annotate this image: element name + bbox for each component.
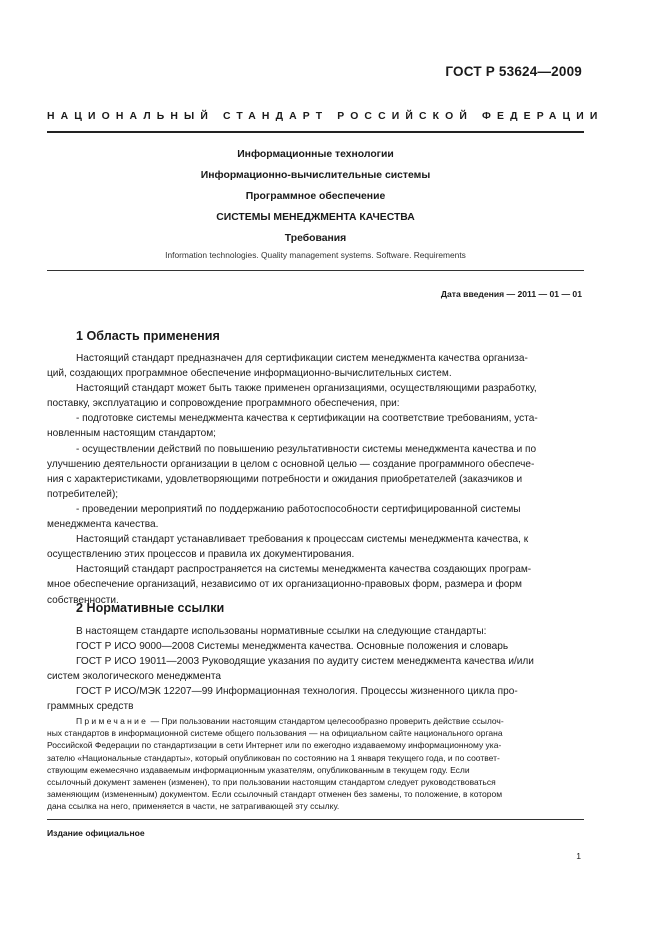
bottom-rule <box>47 819 584 820</box>
title-line-2: Информационно-вычислительные системы <box>200 170 431 181</box>
paragraph-line: ния с характеристиками, удовлетворяющими потребности и ожидания приобретателей (заказчиков и <box>47 473 523 485</box>
reference-line: ГОСТ Р ИСО 9000—2008 Системы менеджмента качества. Основные положения и словарь <box>76 641 509 653</box>
paragraph-line: улучшению деятельности организации в целом с основной целью — создание программного обеспече- <box>47 458 535 470</box>
paragraph-line: Настоящий стандарт предназначен для сертификации систем менеджмента качества организа- <box>76 353 528 364</box>
note-line: дана ссылка на него, применяется в части, не затрагивающей эту ссылку. <box>47 801 340 812</box>
note-line <box>47 715 584 727</box>
note-line: ных стандартов в информационной системе общего пользования — на официальном сайте национального органа <box>47 728 503 739</box>
paragraph-line: осуществлению этих процессов и правила их документирования. <box>47 549 355 561</box>
paragraph-line: - осуществлении действий по повышению результативности системы менеджмента качества и по <box>76 443 537 455</box>
reference-line: ГОСТ Р ИСО 19011—2003 Руководящие указания по аудиту систем менеджмента качества и/или <box>76 656 534 668</box>
paragraph-line: собственности. <box>47 594 119 606</box>
note-line: заменяющим (измененным) документом. Если ссылочный стандарт отменен без замены, то положение, в котором <box>47 789 503 800</box>
title-main: СИСТЕМЫ МЕНЕДЖМЕНТА КАЧЕСТВА <box>216 212 415 223</box>
section-2-heading: 2 Нормативные ссылки <box>76 601 225 615</box>
title-line-5: Требования <box>284 233 347 244</box>
note-line: зателю «Национальные стандарты», который опубликован по состоянию на 1 января текущего года, и по соответ- <box>47 752 500 763</box>
reference-line: ГОСТ Р ИСО/МЭК 12207—99 Информационная технология. Процессы жизненного цикла про- <box>76 686 518 698</box>
paragraph-line: Настоящий стандарт распространяется на системы менеджмента качества создающих програм- <box>76 564 532 576</box>
middle-rule <box>47 270 584 271</box>
title-line-3: Программное обеспечение <box>245 191 386 202</box>
gost-code: ГОСТ Р 53624—2009 <box>445 64 582 79</box>
title-line-1: Информационные технологии <box>237 149 394 160</box>
title-block <box>47 144 584 249</box>
english-title: Information technologies. Quality management systems. Software. Requirements <box>165 250 466 260</box>
paragraph-line: ций, создающих программное обеспечение информационно-вычислительных систем. <box>47 368 452 380</box>
paragraph-line: мное обеспечение организаций, независимо от их организационно-правовых форм, размера и форм <box>47 579 522 591</box>
paragraph-line: В настоящем стандарте использованы нормативные ссылки на следующие стандарты: <box>76 626 487 637</box>
note-label: Примечание <box>76 716 149 726</box>
note-text: — При пользовании настоящим стандартом целесообразно проверить действие ссылоч- <box>148 716 504 726</box>
section-2-body <box>47 624 584 715</box>
note-line: ствующим ежемесячно издаваемым информационным указателям, опубликованным в текущем году. Если <box>47 764 470 775</box>
reference-line: систем экологического менеджмента <box>47 671 221 683</box>
national-standard-heading: НАЦИОНАЛЬНЫЙ СТАНДАРТ РОССИЙСКОЙ ФЕДЕРАЦИИ <box>47 111 604 122</box>
paragraph-line: поставку, эксплуатацию и сопровождение программного обеспечения, при: <box>47 398 400 410</box>
paragraph-line: Настоящий стандарт может быть также применен организациями, осуществляющими разработку, <box>76 383 537 395</box>
section-1-body <box>47 351 584 608</box>
top-rule <box>47 131 584 133</box>
paragraph-line: Настоящий стандарт устанавливает требования к процессам системы менеджмента качества, к <box>76 534 529 546</box>
note-block <box>47 715 584 813</box>
note-line: Российской Федерации по стандартизации в сети Интернет или по ежегодно издаваемому информационному ука- <box>47 740 502 751</box>
edition-label: Издание официальное <box>47 828 145 838</box>
paragraph-line: - проведении мероприятий по поддержанию работоспособности сертифицированной системы <box>76 503 521 515</box>
section-1-heading: 1 Область применения <box>76 329 220 343</box>
reference-line: граммных средств <box>47 701 134 713</box>
paragraph-line: потребителей); <box>47 488 119 500</box>
paragraph-line: менеджмента качества. <box>47 519 159 531</box>
page-number: 1 <box>576 851 581 861</box>
introduction-date: Дата введения — 2011 — 01 — 01 <box>440 289 582 299</box>
note-line: ссылочный документ заменен (изменен), то при пользовании настоящим стандартом следует руководствоваться <box>47 776 496 787</box>
paragraph-line: новленным настоящим стандартом; <box>47 428 216 440</box>
paragraph-line: - подготовке системы менеджмента качества к сертификации на соответствие требованиям, уста- <box>76 413 538 425</box>
